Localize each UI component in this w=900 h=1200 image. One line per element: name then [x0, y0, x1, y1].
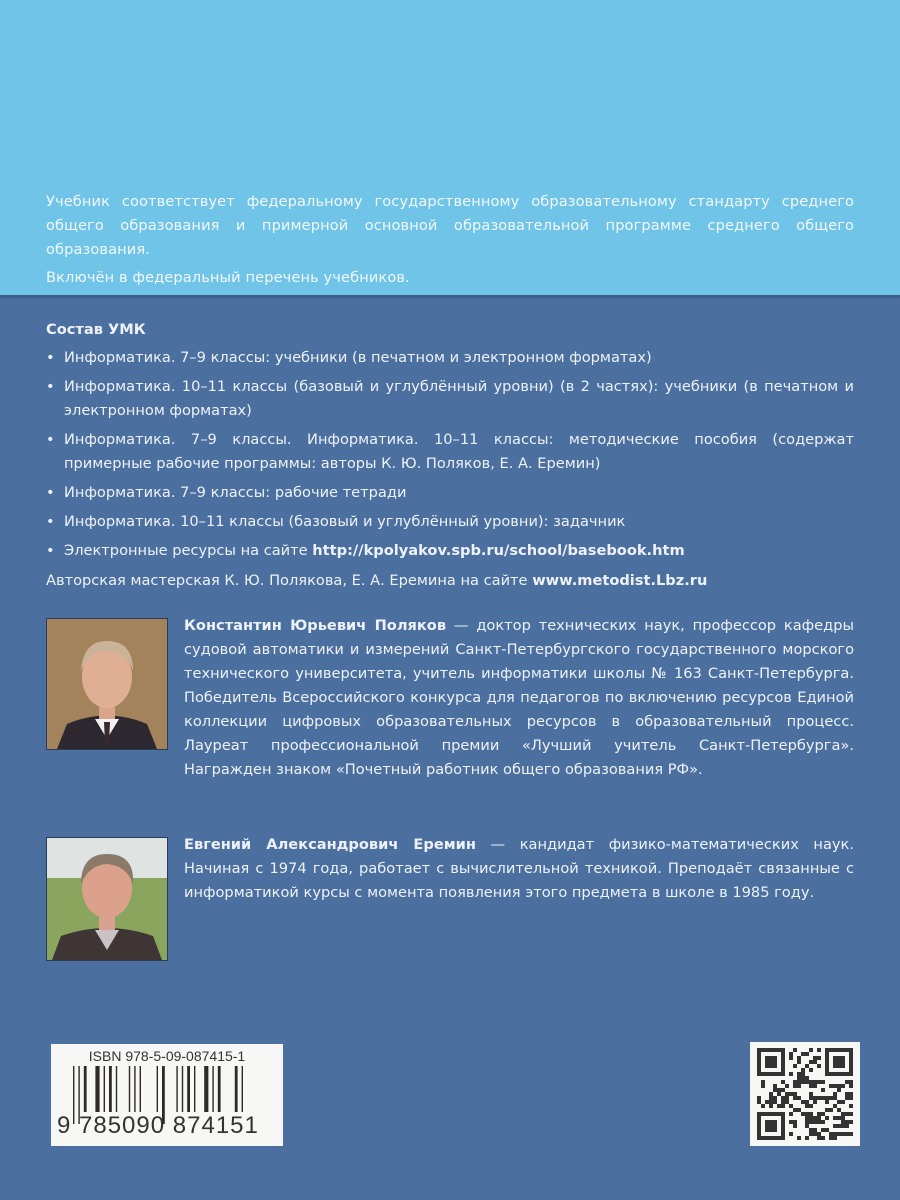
qr-module [805, 1104, 809, 1108]
qr-module [817, 1064, 821, 1068]
qr-module [769, 1104, 773, 1108]
qr-module [797, 1136, 801, 1140]
umk-item [46, 428, 854, 476]
qr-module [789, 1132, 793, 1136]
qr-module [849, 1120, 853, 1124]
workshop-line [46, 569, 854, 593]
federal-list-paragraph: Включён в федеральный перечень учебников. [46, 269, 410, 286]
qr-module [789, 1112, 793, 1116]
qr-module [837, 1116, 841, 1120]
qr-module [809, 1068, 813, 1072]
qr-module [789, 1072, 793, 1076]
author-photo [46, 837, 168, 961]
qr-module [849, 1112, 853, 1116]
qr-module [793, 1084, 797, 1088]
qr-module [801, 1052, 805, 1056]
qr-module [785, 1096, 789, 1100]
qr-module [777, 1104, 781, 1108]
qr-module [833, 1056, 845, 1068]
workshop-text: Авторская мастерская К. Ю. Полякова, Е. А. Еремина на сайте [46, 572, 533, 589]
qr-module [793, 1080, 797, 1084]
qr-module [797, 1096, 801, 1100]
qr-module [781, 1080, 785, 1084]
barcode-bar [242, 1066, 243, 1112]
umk-item [46, 481, 854, 505]
umk-item [46, 510, 854, 534]
qr-module [789, 1056, 793, 1060]
qr-module [825, 1096, 829, 1100]
umk-item [46, 346, 854, 370]
qr-module [845, 1120, 849, 1124]
qr-module [765, 1120, 777, 1132]
qr-module [789, 1092, 793, 1096]
qr-module [793, 1048, 797, 1052]
qr-module [833, 1132, 837, 1136]
qr-module [781, 1104, 785, 1108]
qr-module [805, 1124, 809, 1128]
umk-item [46, 375, 854, 423]
qr-module [765, 1056, 777, 1068]
barcode-bar [182, 1066, 183, 1112]
qr-module [849, 1132, 853, 1136]
qr-module [797, 1080, 801, 1084]
qr-module [821, 1128, 825, 1132]
barcode-bar [116, 1066, 117, 1112]
qr-module [817, 1112, 821, 1116]
barcode-bar [140, 1066, 141, 1112]
qr-module [813, 1132, 817, 1136]
qr-module [833, 1092, 837, 1096]
qr-module [809, 1120, 813, 1124]
umk-item-text: Информатика. 10–11 классы (базовый и углублённый уровни): задачник [64, 513, 626, 530]
qr-module [781, 1088, 785, 1092]
qr-module [817, 1120, 821, 1124]
umk-title: Состав УМК [46, 321, 146, 338]
barcode-bar [84, 1066, 87, 1112]
qr-module [837, 1108, 841, 1112]
qr-module [821, 1120, 825, 1124]
qr-module [809, 1128, 813, 1132]
qr-module [773, 1096, 777, 1100]
qr-module [813, 1100, 817, 1104]
qr-module [849, 1084, 853, 1088]
portrait-icon [47, 838, 167, 960]
qr-module [765, 1100, 769, 1104]
qr-module [845, 1124, 849, 1128]
qr-module [805, 1100, 809, 1104]
qr-module [845, 1096, 849, 1100]
qr-module [829, 1108, 833, 1112]
qr-module [841, 1132, 845, 1136]
portrait-icon [47, 619, 167, 749]
qr-module [817, 1136, 821, 1140]
bullet-icon: • [46, 349, 55, 366]
qr-module [837, 1088, 841, 1092]
umk-item-text: Информатика. 10–11 классы (базовый и углублённый уровни) (в 2 частях): учебники (в печатном и электронном форматах) [64, 378, 854, 419]
bullet-icon: • [46, 484, 55, 501]
qr-module [797, 1108, 801, 1112]
qr-module [809, 1132, 813, 1136]
qr-module [809, 1048, 813, 1052]
qr-module [789, 1120, 793, 1124]
qr-module [801, 1112, 805, 1116]
qr-code-icon [757, 1048, 853, 1140]
qr-module [833, 1136, 837, 1140]
qr-module [773, 1088, 777, 1092]
qr-module [821, 1112, 825, 1116]
qr-module [813, 1080, 817, 1084]
bullet-icon: • [46, 513, 55, 530]
barcode-bar [104, 1066, 105, 1112]
qr-module [789, 1104, 793, 1108]
author-bio-text: — доктор технических наук, профессор кафедры судовой автоматики и измерений Санкт-Петербургского государственного морского технического университета, учитель информатики школы № 163 Санкт-Петербурга. Победитель Всероссийского конкурса для педагогов по включению ресурсов Единой коллекции цифровых образовательных ресурсов в образовательный процесс. Лауреат профессиональной премии «Лучший учитель Санкт-Петербурга». Награжден знаком «Почетный работник общего образования РФ». [184, 617, 854, 778]
qr-module [849, 1080, 853, 1084]
qr-module [797, 1084, 801, 1088]
qr-module [785, 1084, 789, 1088]
qr-module [801, 1076, 805, 1080]
qr-module [793, 1124, 797, 1128]
qr-module [769, 1096, 773, 1100]
umk-item-text: Информатика. 7–9 классы: учебники (в печатном и электронном форматах) [64, 349, 652, 366]
qr-module [773, 1100, 777, 1104]
qr-module [797, 1076, 801, 1080]
qr-module [829, 1136, 833, 1140]
qr-module [757, 1100, 761, 1104]
author-bio-text: — кандидат физико-математических наук. Начиная с 1974 года, работает с вычислительной техникой. Преподаёт связанные с информатикой курсы с момента появления этого предмета в школе в 1985 году. [184, 836, 854, 901]
qr-module [833, 1124, 837, 1128]
resources-link[interactable]: http://kpolyakov.spb.ru/school/basebook.htm [312, 542, 685, 559]
qr-module [809, 1096, 813, 1100]
author-bio [184, 833, 854, 905]
qr-module [837, 1084, 841, 1088]
qr-module [773, 1084, 777, 1088]
qr-module [829, 1132, 833, 1136]
qr-module [761, 1084, 765, 1088]
qr-module [833, 1084, 837, 1088]
qr-module [797, 1060, 801, 1064]
bullet-icon: • [46, 542, 55, 559]
isbn-barcode-digits: 9 785090 874151 [57, 1112, 259, 1139]
qr-module [817, 1096, 821, 1100]
qr-module [849, 1096, 853, 1100]
qr-module [793, 1064, 797, 1068]
workshop-link[interactable]: www.metodist.Lbz.ru [532, 572, 708, 589]
qr-module [833, 1096, 837, 1100]
barcode-bar [218, 1066, 221, 1112]
qr-module [793, 1120, 797, 1124]
barcode-bar [235, 1066, 238, 1112]
qr-module [789, 1052, 793, 1056]
qr-module [809, 1080, 813, 1084]
barcode-bar [95, 1066, 99, 1112]
qr-module [769, 1092, 773, 1096]
qr-module [805, 1136, 809, 1140]
qr-module [849, 1092, 853, 1096]
qr-module [801, 1072, 805, 1076]
barcode-bar [157, 1066, 158, 1112]
qr-module [813, 1116, 817, 1120]
qr-module [797, 1056, 801, 1060]
qr-module [813, 1084, 817, 1088]
qr-code-box [750, 1042, 860, 1146]
umk-item-text: Информатика. 7–9 классы: рабочие тетради [64, 484, 407, 501]
qr-module [805, 1116, 809, 1120]
barcode-bar [187, 1066, 190, 1112]
qr-module [817, 1116, 821, 1120]
qr-module [761, 1104, 765, 1108]
qr-module [833, 1104, 837, 1108]
qr-module [841, 1120, 845, 1124]
qr-module [809, 1112, 813, 1116]
bullet-icon: • [46, 431, 55, 448]
umk-item-text: Информатика. 7–9 классы. Информатика. 10–11 классы: методические пособия (содержат примерные рабочие программы: авторы К. Ю. Поляков, Е. А. Еремин) [64, 431, 854, 472]
qr-module [797, 1072, 801, 1076]
qr-module [841, 1112, 845, 1116]
qr-module [805, 1064, 809, 1068]
barcode-bar [129, 1066, 130, 1112]
qr-module [813, 1120, 817, 1124]
qr-module [841, 1084, 845, 1088]
barcode-bar [204, 1066, 208, 1112]
qr-module [813, 1056, 817, 1060]
qr-module [845, 1112, 849, 1116]
qr-module [825, 1128, 829, 1132]
qr-module [785, 1100, 789, 1104]
qr-module [801, 1100, 805, 1104]
author-name: Евгений Александрович Еремин [184, 836, 476, 853]
qr-module [781, 1100, 785, 1104]
qr-module [821, 1096, 825, 1100]
isbn-barcode-box [51, 1044, 283, 1146]
qr-module [845, 1092, 849, 1096]
qr-module [805, 1120, 809, 1124]
qr-module [845, 1132, 849, 1136]
qr-module [821, 1136, 825, 1140]
barcode-bar [134, 1066, 135, 1112]
qr-module [805, 1080, 809, 1084]
qr-module [809, 1092, 813, 1096]
umk-list [46, 346, 854, 563]
author-photo [46, 618, 168, 750]
qr-module [833, 1116, 837, 1120]
qr-module [821, 1080, 825, 1084]
qr-module [825, 1116, 829, 1120]
umk-item-text: Электронные ресурсы на сайте [64, 542, 313, 559]
qr-module [793, 1096, 797, 1100]
qr-module [841, 1116, 845, 1120]
barcode-bar [212, 1066, 213, 1112]
qr-module [761, 1080, 765, 1084]
qr-module [777, 1092, 781, 1096]
umk-item [46, 539, 854, 563]
qr-module [801, 1068, 805, 1072]
qr-module [817, 1048, 821, 1052]
umk-section [46, 318, 854, 593]
qr-module [829, 1096, 833, 1100]
qr-module [769, 1100, 773, 1104]
standard-paragraph: Учебник соответствует федеральному государственному образовательному стандарту среднего общего образования и примерной основной образовательной программе среднего общего образования. [46, 193, 854, 258]
qr-module [825, 1100, 829, 1104]
qr-module [805, 1112, 809, 1116]
qr-module [825, 1108, 829, 1112]
qr-module [817, 1132, 821, 1136]
qr-module [805, 1076, 809, 1080]
qr-module [841, 1124, 845, 1128]
qr-module [781, 1096, 785, 1100]
qr-module [777, 1088, 781, 1092]
qr-module [837, 1100, 841, 1104]
qr-module [837, 1132, 841, 1136]
qr-module [809, 1084, 813, 1088]
author-bio [184, 614, 854, 782]
qr-module [849, 1104, 853, 1108]
qr-module [841, 1100, 845, 1104]
qr-module [817, 1056, 821, 1060]
barcode-bar [109, 1066, 112, 1112]
qr-module [809, 1104, 813, 1108]
qr-module [821, 1088, 825, 1092]
qr-module [809, 1116, 813, 1120]
qr-module [845, 1080, 849, 1084]
qr-module [805, 1052, 809, 1056]
qr-module [813, 1128, 817, 1132]
qr-module [813, 1060, 817, 1064]
qr-module [809, 1060, 813, 1064]
isbn-label: ISBN 978-5-09-087415-1 [88, 1048, 246, 1064]
barcode-bar [194, 1066, 195, 1112]
bullet-icon: • [46, 378, 55, 395]
qr-module [793, 1092, 797, 1096]
qr-module [813, 1096, 817, 1100]
standard-statement [46, 190, 854, 290]
barcode-bar [176, 1066, 177, 1112]
qr-module [785, 1092, 789, 1096]
qr-module [817, 1080, 821, 1084]
qr-module [757, 1096, 761, 1100]
author-name: Константин Юрьевич Поляков [184, 617, 447, 634]
qr-module [801, 1080, 805, 1084]
qr-module [837, 1124, 841, 1128]
qr-module [793, 1108, 797, 1112]
qr-module [829, 1084, 833, 1088]
